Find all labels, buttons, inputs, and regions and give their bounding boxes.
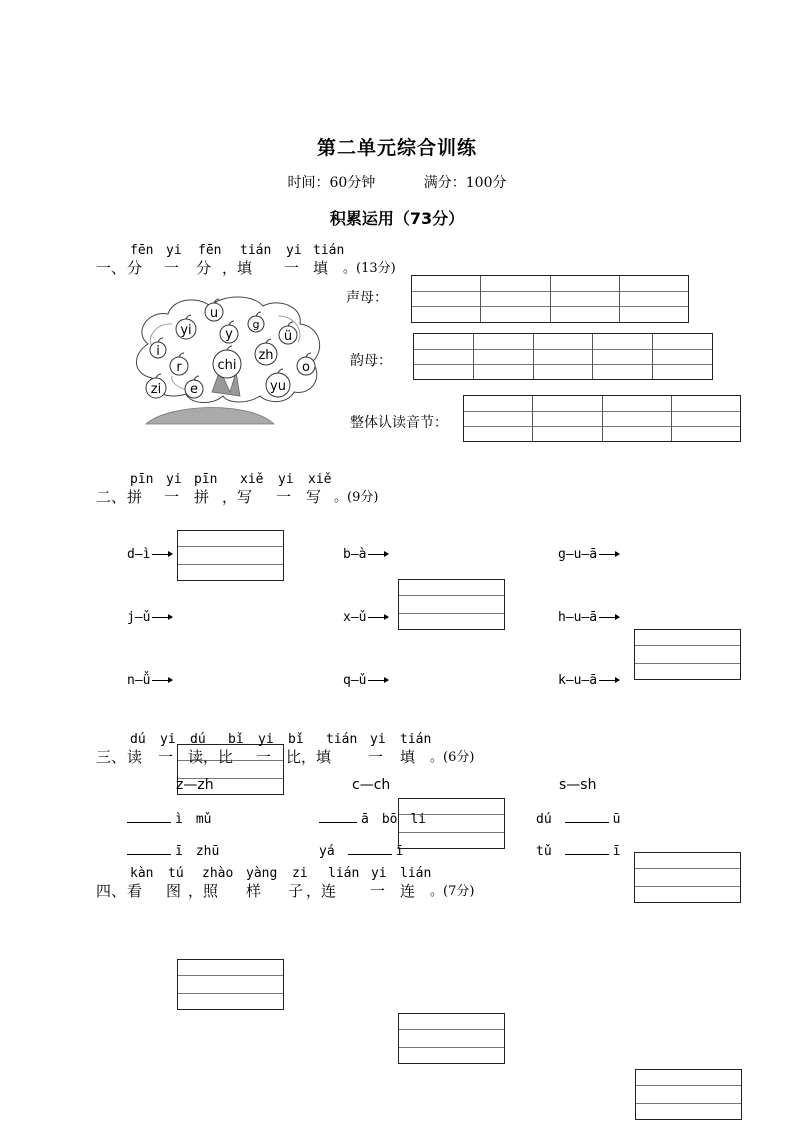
tree-letter: u bbox=[209, 306, 219, 321]
whole-syllables-writing-grid[interactable] bbox=[463, 395, 741, 442]
spell-answer-box[interactable] bbox=[398, 579, 505, 630]
q4-pinyin: kàn bbox=[130, 866, 154, 881]
tree-letter: ü bbox=[283, 329, 293, 344]
arrow-icon bbox=[368, 554, 388, 555]
spell-item: d—ì bbox=[127, 547, 172, 562]
tree-letter: o bbox=[302, 360, 310, 375]
fill-item: dú ū bbox=[536, 812, 621, 827]
q4-pinyin: lián bbox=[328, 866, 360, 881]
arrow-icon bbox=[368, 617, 388, 618]
q1-char: 分 bbox=[127, 259, 143, 277]
q2-pinyin: pīn bbox=[194, 472, 218, 487]
q2-pinyin: xiě bbox=[308, 472, 332, 487]
q3-pinyin: yi bbox=[258, 732, 274, 747]
exam-info bbox=[0, 172, 794, 192]
arrow-icon bbox=[599, 554, 619, 555]
q3-char: 一 bbox=[256, 748, 272, 766]
spell-answer-box[interactable] bbox=[634, 629, 741, 680]
q4-number: 四、 bbox=[96, 882, 127, 900]
arrow-icon bbox=[368, 680, 388, 681]
q4-pinyin: lián bbox=[400, 866, 432, 881]
compare-pair: c—ch bbox=[352, 777, 391, 793]
q3-pinyin: bǐ bbox=[288, 732, 304, 747]
q2-pinyin: yi bbox=[166, 472, 182, 487]
q4-char: ，照 bbox=[188, 882, 219, 900]
q2-score: 。(9分) bbox=[334, 490, 379, 505]
compare-pair: z—zh bbox=[176, 777, 214, 793]
finals-label: 韵母： bbox=[350, 353, 392, 369]
fill-item: yá ī bbox=[319, 844, 404, 859]
full-score: 满分：100分 bbox=[423, 175, 507, 191]
q1-pinyin-4: tián bbox=[240, 243, 272, 258]
tree-letter: yi bbox=[180, 323, 192, 338]
q4-pinyin: zi bbox=[292, 866, 308, 881]
spell-answer-box[interactable] bbox=[177, 530, 284, 581]
spell-answer-box[interactable] bbox=[177, 959, 284, 1010]
q1-pinyin-6: tián bbox=[313, 243, 345, 258]
tree-letter: g bbox=[252, 318, 260, 331]
apple-tree-illustration bbox=[128, 292, 328, 428]
q2-char: 写 bbox=[306, 488, 322, 506]
spell-item: x—ǔ bbox=[343, 610, 388, 625]
finals-writing-grid[interactable] bbox=[413, 333, 713, 380]
q4-pinyin: zhào bbox=[202, 866, 234, 881]
q2-char: 一 bbox=[164, 488, 180, 506]
q1-char: 一 bbox=[164, 259, 180, 277]
tree-letter: i bbox=[156, 344, 160, 359]
answer-blank[interactable] bbox=[348, 842, 392, 855]
q1-score: 。(13分) bbox=[343, 261, 396, 276]
q3-pinyin: yi bbox=[370, 732, 386, 747]
fill-item: tǔ ī bbox=[536, 844, 621, 859]
arrow-icon bbox=[152, 617, 172, 618]
spell-item: b—à bbox=[343, 547, 388, 562]
answer-blank[interactable] bbox=[565, 842, 609, 855]
spell-answer-box[interactable] bbox=[635, 1069, 742, 1120]
q4-char: ，连 bbox=[306, 882, 337, 900]
arrow-icon bbox=[152, 554, 172, 555]
q1-char: 分 bbox=[196, 259, 212, 277]
spell-answer-box[interactable] bbox=[398, 1013, 505, 1064]
q3-number: 三、 bbox=[96, 748, 127, 766]
q3-char: 一 bbox=[158, 748, 174, 766]
q3-char: 读，比 bbox=[188, 748, 234, 766]
q2-pinyin: xiě bbox=[240, 472, 264, 487]
q3-char: 比，填 bbox=[286, 748, 332, 766]
q1-pinyin-1: fēn bbox=[130, 243, 154, 258]
spell-item: g—u—ā bbox=[558, 547, 619, 562]
q3-score: 。(6分) bbox=[430, 750, 475, 765]
section-title: 积累运用（73分） bbox=[329, 209, 465, 228]
arrow-icon bbox=[152, 680, 172, 681]
arrow-icon bbox=[599, 680, 619, 681]
q1-pinyin-5: yi bbox=[286, 243, 302, 258]
q3-pinyin: tián bbox=[400, 732, 432, 747]
q2-char: 拼 bbox=[194, 488, 210, 506]
q3-pinyin: yi bbox=[160, 732, 176, 747]
spell-answer-box[interactable] bbox=[634, 852, 741, 903]
fill-item: ì mǔ bbox=[127, 808, 211, 827]
tree-letter: chi bbox=[217, 358, 237, 373]
q2-char: 拼 bbox=[127, 488, 143, 506]
whole-syllables-label: 整体认读音节： bbox=[350, 415, 448, 431]
tree-letter: zi bbox=[150, 382, 162, 397]
q4-char: 连 bbox=[400, 882, 416, 900]
q4-char: 一 bbox=[370, 882, 386, 900]
tree-letter: r bbox=[176, 360, 182, 375]
spell-item: n—ǚ bbox=[127, 673, 172, 688]
q2-pinyin: pīn bbox=[130, 472, 154, 487]
answer-blank[interactable] bbox=[127, 810, 171, 823]
q4-char: 样 bbox=[246, 882, 262, 900]
fill-item: ā bō li bbox=[319, 808, 426, 827]
q4-pinyin: yàng bbox=[246, 866, 278, 881]
q3-pinyin: dú bbox=[130, 732, 146, 747]
spell-item: k—u—ā bbox=[558, 673, 619, 688]
tree-letter: y bbox=[225, 327, 233, 342]
q1-number: 一、 bbox=[96, 259, 127, 277]
q2-char: ，写 bbox=[222, 488, 253, 506]
spell-item: j—ǔ bbox=[127, 610, 172, 625]
q4-pinyin: tú bbox=[168, 866, 184, 881]
q1-pinyin-2: yi bbox=[166, 243, 182, 258]
initials-label: 声母： bbox=[346, 290, 388, 306]
spell-item: h—u—ā bbox=[558, 610, 619, 625]
q4-char: 看 bbox=[127, 882, 143, 900]
answer-blank[interactable] bbox=[565, 810, 609, 823]
compare-pair: s—sh bbox=[559, 777, 597, 793]
tree-letter: yu bbox=[270, 379, 286, 394]
q2-number: 二、 bbox=[96, 488, 127, 506]
answer-blank[interactable] bbox=[127, 842, 171, 855]
q2-char: 一 bbox=[276, 488, 292, 506]
q3-char: 填 bbox=[400, 748, 416, 766]
q3-char: 读 bbox=[127, 748, 143, 766]
q4-pinyin: yi bbox=[371, 866, 387, 881]
q3-pinyin: dú bbox=[190, 732, 206, 747]
q4-char: 子 bbox=[288, 882, 304, 900]
q1-char: ，填 bbox=[222, 259, 253, 277]
q1-char: 填 bbox=[313, 259, 329, 277]
fill-item: ī zhū bbox=[127, 840, 219, 859]
q3-pinyin: tián bbox=[326, 732, 358, 747]
page-title: 第二单元综合训练 bbox=[316, 137, 477, 159]
initials-writing-grid[interactable] bbox=[411, 275, 689, 323]
tree-letter: e bbox=[190, 382, 198, 397]
time-limit: 时间：60分钟 bbox=[287, 175, 376, 191]
arrow-icon bbox=[599, 617, 619, 618]
q4-char: 图 bbox=[166, 882, 182, 900]
q3-pinyin: bǐ bbox=[228, 732, 244, 747]
q3-char: 一 bbox=[368, 748, 384, 766]
q2-pinyin: yi bbox=[278, 472, 294, 487]
q1-char: 一 bbox=[284, 259, 300, 277]
spell-item: q—ǔ bbox=[343, 673, 388, 688]
q4-score: 。(7分) bbox=[430, 884, 475, 899]
answer-blank[interactable] bbox=[319, 810, 357, 823]
q1-pinyin-3: fēn bbox=[198, 243, 222, 258]
tree-letter: zh bbox=[258, 348, 274, 363]
